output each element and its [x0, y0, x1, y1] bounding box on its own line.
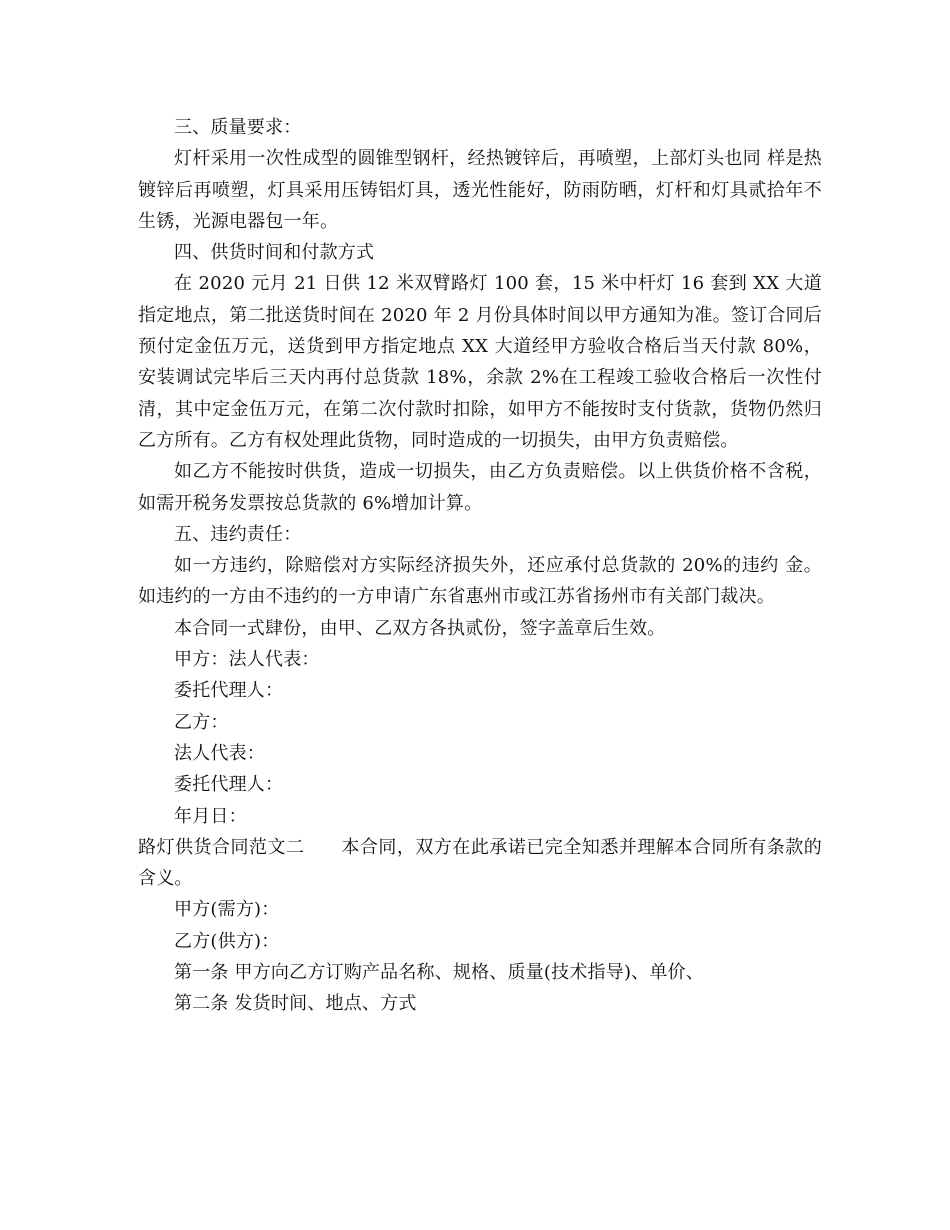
- signature-party-a-agent: 委托代理人：: [174, 680, 284, 702]
- section-heading-delivery: 四、供货时间和付款方式: [174, 242, 375, 264]
- signature-party-b: 乙方：: [174, 711, 229, 733]
- article-one: 第一条 甲方向乙方订购产品名称、规格、质量(技术指导)、单价、: [174, 962, 704, 984]
- party-a-buyer: 甲方(需方)：: [174, 899, 280, 921]
- paragraph-tax: 如乙方不能按时供货，造成一切损失，由乙方负责赔偿。以上供货价格不含税，如需开税务发票按总货款的 6%增加计算。: [138, 461, 822, 514]
- section-heading-breach: 五、违约责任：: [174, 523, 302, 545]
- paragraph-delivery-payment: 在 2020 元月 21 日供 12 米双臂路灯 100 套，15 米中杆灯 16 套到 XX 大道指定地点，第二批送货时间在 2020 年 2 月份具体时间以甲方通知为准。签订合同后预付定金伍万元，送货到甲方指定地点 XX 大道经甲方验收合格后当天付款 80%，安装调试完毕后三天内再付总货款 18%，余款 2%在工程竣工验收合格后一次性付清，其中定金伍万元，在第二次付款时扣除，如甲方不能按时支付货款，货物仍然归乙方所有。乙方有权处理此货物，同时造成的一切损失，由甲方负责赔偿。: [138, 273, 822, 451]
- section-heading-quality: 三、质量要求：: [174, 117, 302, 138]
- paragraph-breach: 如一方违约，除赔偿对方实际经济损失外，还应承付总货款的 20%的违约 金。如违约的一方由不违约的一方申请广东省惠州市或江苏省扬州市有关部门裁决。: [138, 555, 822, 608]
- paragraph-copies: 本合同一式肆份，由甲、乙双方各执贰份，签字盖章后生效。: [174, 617, 666, 639]
- signature-party-b-agent: 委托代理人：: [174, 774, 284, 796]
- article-two: 第二条 发货时间、地点、方式: [174, 993, 417, 1015]
- signature-date: 年月日：: [174, 805, 247, 827]
- paragraph-template-two: 路灯供货合同范文二 本合同，双方在此承诺已完全知悉并理解本合同所有条款的含义。: [138, 836, 822, 890]
- signature-party-b-rep: 法人代表：: [174, 742, 265, 764]
- paragraph-quality: 灯杆采用一次性成型的圆锥型钢杆，经热镀锌后，再喷塑，上部灯头也同 样是热镀锌后再喷塑，灯具采用压铸铝灯具，透光性能好，防雨防晒，灯杆和灯具贰拾年不生锈，光源电器包一年。: [138, 148, 822, 232]
- document-page: [138, 112, 822, 1020]
- party-b-supplier: 乙方(供方)：: [174, 930, 280, 952]
- signature-party-a: 甲方：法人代表：: [174, 649, 320, 671]
